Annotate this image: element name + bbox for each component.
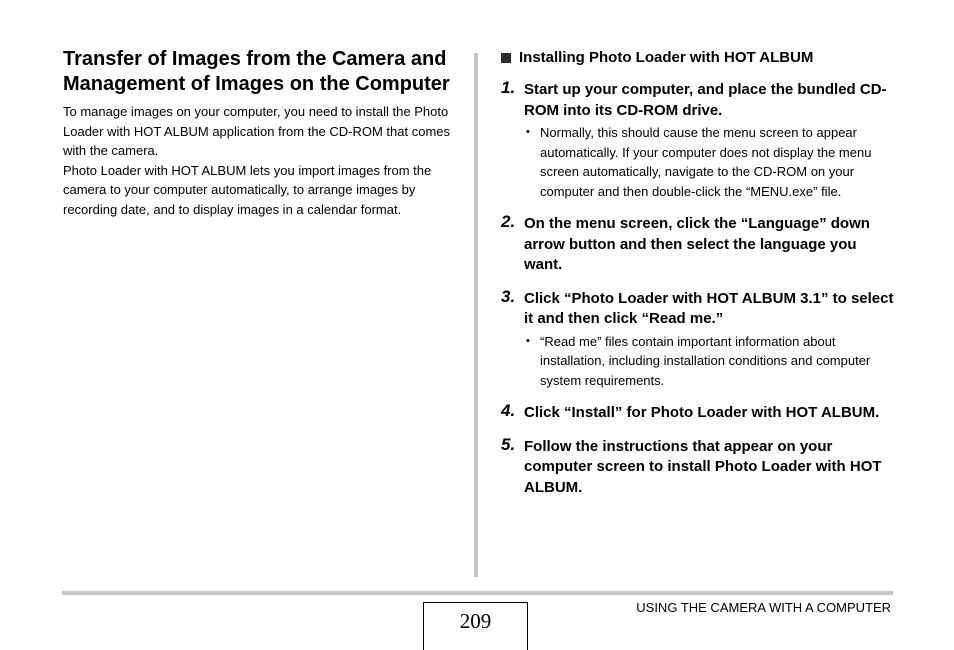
step-item	[501, 403, 896, 424]
step-number: 4.	[501, 401, 516, 420]
column-divider	[474, 53, 478, 577]
page-title: Transfer of Images from the Camera and Management of Images on the Computer	[63, 48, 450, 95]
steps-list	[501, 80, 896, 498]
step-note	[524, 332, 896, 391]
intro-paragraph: Photo Loader with HOT ALBUM lets you import images from the camera to your computer automatically, to arrange images by recording date, and to display images in a calendar format.	[63, 162, 432, 217]
step-note	[524, 123, 896, 201]
step-item	[501, 286, 896, 391]
footer-rule	[62, 591, 893, 595]
step-item	[501, 434, 896, 499]
step-text: On the menu screen, click the “Language” down arrow button and then select the language you want.	[524, 215, 870, 273]
bullet-dot-icon: •	[526, 126, 530, 138]
step-number: 3.	[501, 286, 516, 306]
step-number: 2.	[501, 212, 516, 231]
step-number: 1.	[501, 78, 516, 97]
intro-text	[63, 102, 463, 219]
step-number: 5.	[501, 434, 516, 454]
section-heading	[501, 48, 896, 68]
step-text: Click “Install” for Photo Loader with HOT ALBUM.	[524, 404, 880, 421]
section-heading-text: Installing Photo Loader with HOT ALBUM	[519, 49, 814, 66]
step-text: Follow the instructions that appear on your computer screen to install Photo Loader with HOT ALBUM.	[524, 437, 882, 496]
square-bullet-icon	[501, 53, 511, 63]
step-item	[501, 80, 896, 201]
step-text: Click “Photo Loader with HOT ALBUM 3.1” to select it and then click “Read me.”	[524, 289, 894, 327]
page-number: 209	[459, 609, 492, 633]
intro-paragraph: To manage images on your computer, you need to install the Photo Loader with HOT ALBUM application from the CD-ROM that comes with the camera.	[63, 104, 451, 158]
right-column	[501, 48, 896, 498]
bullet-dot-icon: •	[526, 334, 530, 347]
left-column	[63, 47, 463, 219]
step-note-text: “Read me” files contain important information about installation, including installation conditions and computer system requirements.	[540, 333, 871, 388]
step-item	[501, 214, 896, 276]
page-number-box	[423, 602, 528, 650]
step-note-text: Normally, this should cause the menu screen to appear automatically. If your computer does not display the menu screen automatically, navigate to the CD-ROM on your computer and then double-click the “MENU.exe” file.	[540, 125, 872, 199]
footer-section-label: USING THE CAMERA WITH A COMPUTER	[636, 600, 891, 615]
step-text: Start up your computer, and place the bundled CD-ROM into its CD-ROM drive.	[524, 81, 887, 119]
